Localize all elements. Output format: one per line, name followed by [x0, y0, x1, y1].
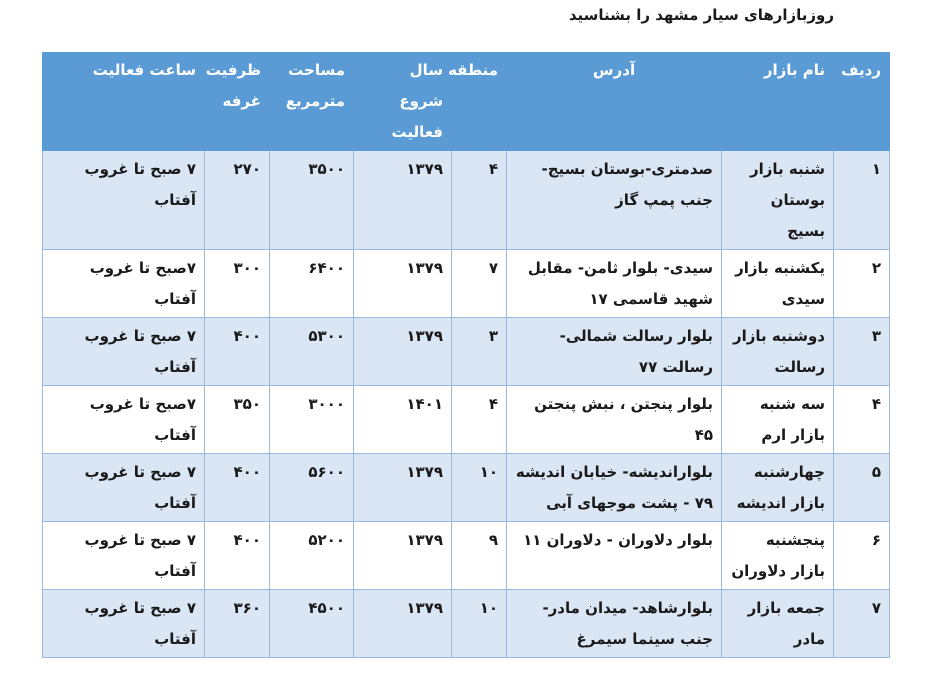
cell-start-year: ۱۳۷۹ — [354, 151, 452, 250]
cell-hours: ۷ صبح تا غروب آفتاب — [43, 151, 205, 250]
header-capacity: ظرفیت غرفه — [205, 53, 270, 151]
cell-market-name: دوشنبه بازار رسالت — [722, 318, 834, 386]
cell-zone: ۷ — [452, 250, 507, 318]
cell-hours: ۷ صبح تا غروب آفتاب — [43, 318, 205, 386]
cell-area: ۳۰۰۰ — [270, 386, 354, 454]
cell-address: صدمتری-بوستان بسیج- جنب پمپ گاز — [507, 151, 722, 250]
cell-address: بلوار دلاوران - دلاوران ۱۱ — [507, 522, 722, 590]
cell-market-name: پنجشنبه بازار دلاوران — [722, 522, 834, 590]
cell-market-name: جمعه بازار مادر — [722, 590, 834, 658]
cell-capacity: ۳۵۰ — [205, 386, 270, 454]
table-row — [43, 151, 890, 250]
cell-address: سیدی- بلوار ثامن- مقابل شهید قاسمی ۱۷ — [507, 250, 722, 318]
cell-zone: ۱۰ — [452, 590, 507, 658]
cell-area: ۴۵۰۰ — [270, 590, 354, 658]
header-zone: منطقه — [452, 53, 507, 151]
header-address: آدرس — [507, 53, 722, 151]
cell-market-name: شنبه بازار بوستان بسیج — [722, 151, 834, 250]
table-row — [43, 386, 890, 454]
cell-hours: ۷صبح تا غروب آفتاب — [43, 386, 205, 454]
cell-market-name: چهارشنبه بازار اندیشه — [722, 454, 834, 522]
cell-market-name: یکشنبه بازار سیدی — [722, 250, 834, 318]
cell-market-name: سه شنبه بازار ارم — [722, 386, 834, 454]
cell-area: ۵۳۰۰ — [270, 318, 354, 386]
cell-row-number: ۳ — [834, 318, 890, 386]
cell-capacity: ۴۰۰ — [205, 318, 270, 386]
cell-address: بلوار پنجتن ، نبش پنجتن ۴۵ — [507, 386, 722, 454]
table-header-row — [43, 53, 890, 151]
cell-row-number: ۵ — [834, 454, 890, 522]
cell-capacity: ۲۷۰ — [205, 151, 270, 250]
cell-start-year: ۱۳۷۹ — [354, 454, 452, 522]
cell-hours: ۷ صبح تا غروب آفتاب — [43, 522, 205, 590]
header-row-number: ردیف — [834, 53, 890, 151]
cell-row-number: ۷ — [834, 590, 890, 658]
cell-start-year: ۱۴۰۱ — [354, 386, 452, 454]
header-hours: ساعت فعالیت — [43, 53, 205, 151]
cell-hours: ۷ صبح تا غروب آفتاب — [43, 454, 205, 522]
cell-capacity: ۳۶۰ — [205, 590, 270, 658]
table-row — [43, 590, 890, 658]
cell-start-year: ۱۳۷۹ — [354, 590, 452, 658]
cell-start-year: ۱۳۷۹ — [354, 318, 452, 386]
cell-address: بلوارشاهد- میدان مادر- جنب سینما سیمرغ — [507, 590, 722, 658]
cell-zone: ۹ — [452, 522, 507, 590]
cell-address: بلوار‌اندیشه- خیابان اندیشه ۷۹ - پشت موجهای آبی — [507, 454, 722, 522]
table-row — [43, 318, 890, 386]
cell-zone: ۱۰ — [452, 454, 507, 522]
table-row — [43, 250, 890, 318]
table-row — [43, 454, 890, 522]
markets-table — [42, 52, 890, 658]
cell-row-number: ۱ — [834, 151, 890, 250]
header-area: مساحت مترمربع — [270, 53, 354, 151]
cell-capacity: ۳۰۰ — [205, 250, 270, 318]
cell-capacity: ۴۰۰ — [205, 454, 270, 522]
table-row — [43, 522, 890, 590]
cell-area: ۶۴۰۰ — [270, 250, 354, 318]
cell-hours: ۷ صبح تا غروب آفتاب — [43, 590, 205, 658]
header-start-year: سال شروع فعالیت — [354, 53, 452, 151]
cell-start-year: ۱۳۷۹ — [354, 250, 452, 318]
cell-area: ۵۶۰۰ — [270, 454, 354, 522]
cell-area: ۳۵۰۰ — [270, 151, 354, 250]
cell-address: بلوار رسالت شمالی- رسالت ۷۷ — [507, 318, 722, 386]
cell-zone: ۳ — [452, 318, 507, 386]
header-market-name: نام بازار — [722, 53, 834, 151]
cell-zone: ۴ — [452, 386, 507, 454]
cell-row-number: ۴ — [834, 386, 890, 454]
cell-zone: ۴ — [452, 151, 507, 250]
cell-row-number: ۲ — [834, 250, 890, 318]
page-title: روزبازارهای سیار مشهد را بشناسید — [568, 6, 834, 24]
cell-area: ۵۲۰۰ — [270, 522, 354, 590]
cell-hours: ۷صبح تا غروب آفتاب — [43, 250, 205, 318]
cell-row-number: ۶ — [834, 522, 890, 590]
cell-capacity: ۴۰۰ — [205, 522, 270, 590]
cell-start-year: ۱۳۷۹ — [354, 522, 452, 590]
